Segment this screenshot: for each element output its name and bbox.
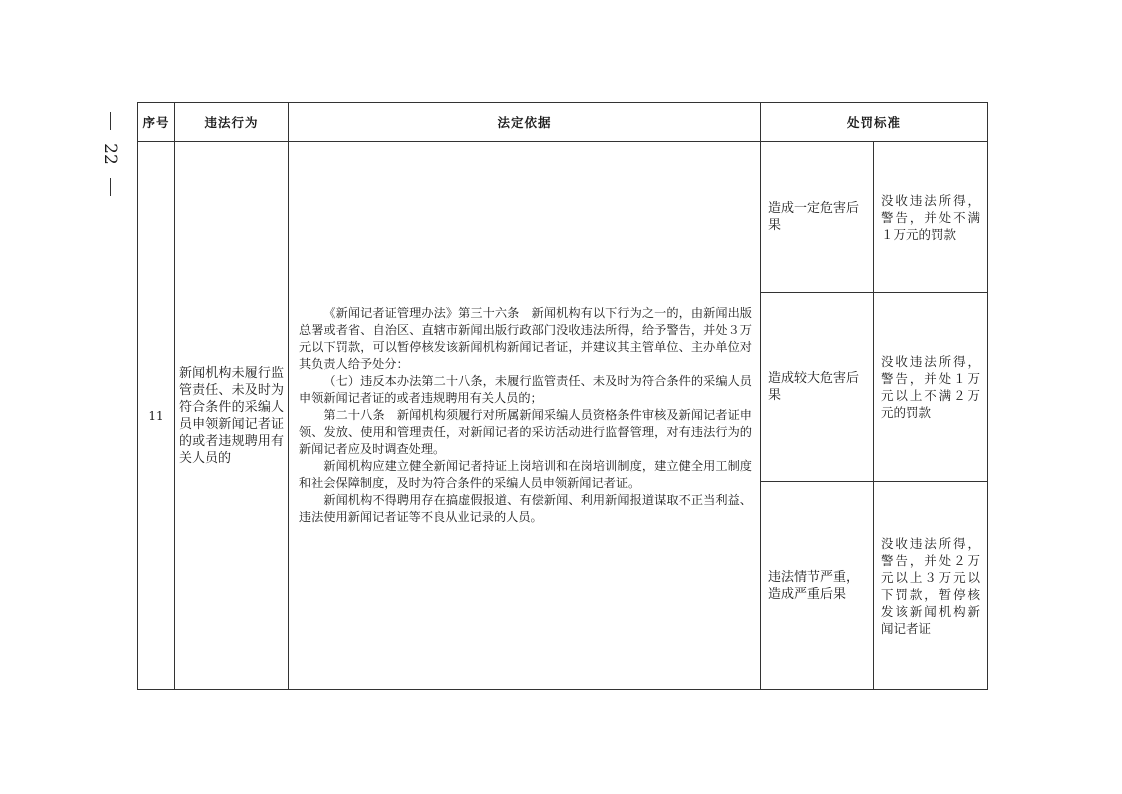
header-behavior: 违法行为 <box>175 103 289 142</box>
table-header-row <box>138 103 988 142</box>
page-number-dash-bottom <box>110 178 111 196</box>
basis-paragraph: 新闻机构不得聘用存在搞虚假报道、有偿新闻、利用新闻报道谋取不正当利益、违法使用新闻记者证等不良从业记录的人员。 <box>299 493 752 524</box>
penalty-cell: 没收违法所得，警告，并处不满１万元的罚款 <box>874 142 988 293</box>
page-number-dash-top <box>110 112 111 130</box>
header-basis: 法定依据 <box>289 103 761 142</box>
table-row <box>138 142 988 293</box>
basis-paragraph: 新闻机构应建立健全新闻记者持证上岗培训和在岗培训制度，建立健全用工制度和社会保障制度，及时为符合条件的采编人员申领新闻记者证。 <box>299 459 752 490</box>
basis-paragraph: （七）违反本办法第二十八条，未履行监管责任、未及时为符合条件的采编人员申领新闻记者证的或者违规聘用有关人员的； <box>299 374 752 405</box>
condition-cell: 造成较大危害后果 <box>761 293 874 482</box>
condition-cell: 造成一定危害后果 <box>761 142 874 293</box>
header-standard: 处罚标准 <box>761 103 988 142</box>
page-number <box>95 112 125 196</box>
row-basis <box>289 142 761 690</box>
penalty-cell: 没收违法所得，警告，并处２万元以上３万元以下罚款，暂停核发该新闻机构新闻记者证 <box>874 482 988 690</box>
page-number-text: 22 <box>99 143 120 165</box>
row-seq: 11 <box>138 142 175 690</box>
condition-cell: 违法情节严重，造成严重后果 <box>761 482 874 690</box>
header-seq: 序号 <box>138 103 175 142</box>
basis-paragraph: 第二十八条 新闻机构须履行对所属新闻采编人员资格条件审核及新闻记者证申领、发放、使用和管理责任，对新闻记者的采访活动进行监督管理，对有违法行为的新闻记者应及时调查处理。 <box>299 408 752 456</box>
basis-paragraph: 《新闻记者证管理办法》第三十六条 新闻机构有以下行为之一的，由新闻出版总署或者省、自治区、直辖市新闻出版行政部门没收违法所得，给予警告，并处３万元以下罚款，可以暂停核发该新闻机构新闻记者证，并建议其主管单位、主办单位对其负责人给予处分： <box>299 306 752 371</box>
row-behavior: 新闻机构未履行监管责任、未及时为符合条件的采编人员申领新闻记者证的或者违规聘用有关人员的 <box>175 142 289 690</box>
penalty-cell: 没收违法所得，警告，并处１万元以上不满２万元的罚款 <box>874 293 988 482</box>
penalty-table <box>137 102 988 690</box>
